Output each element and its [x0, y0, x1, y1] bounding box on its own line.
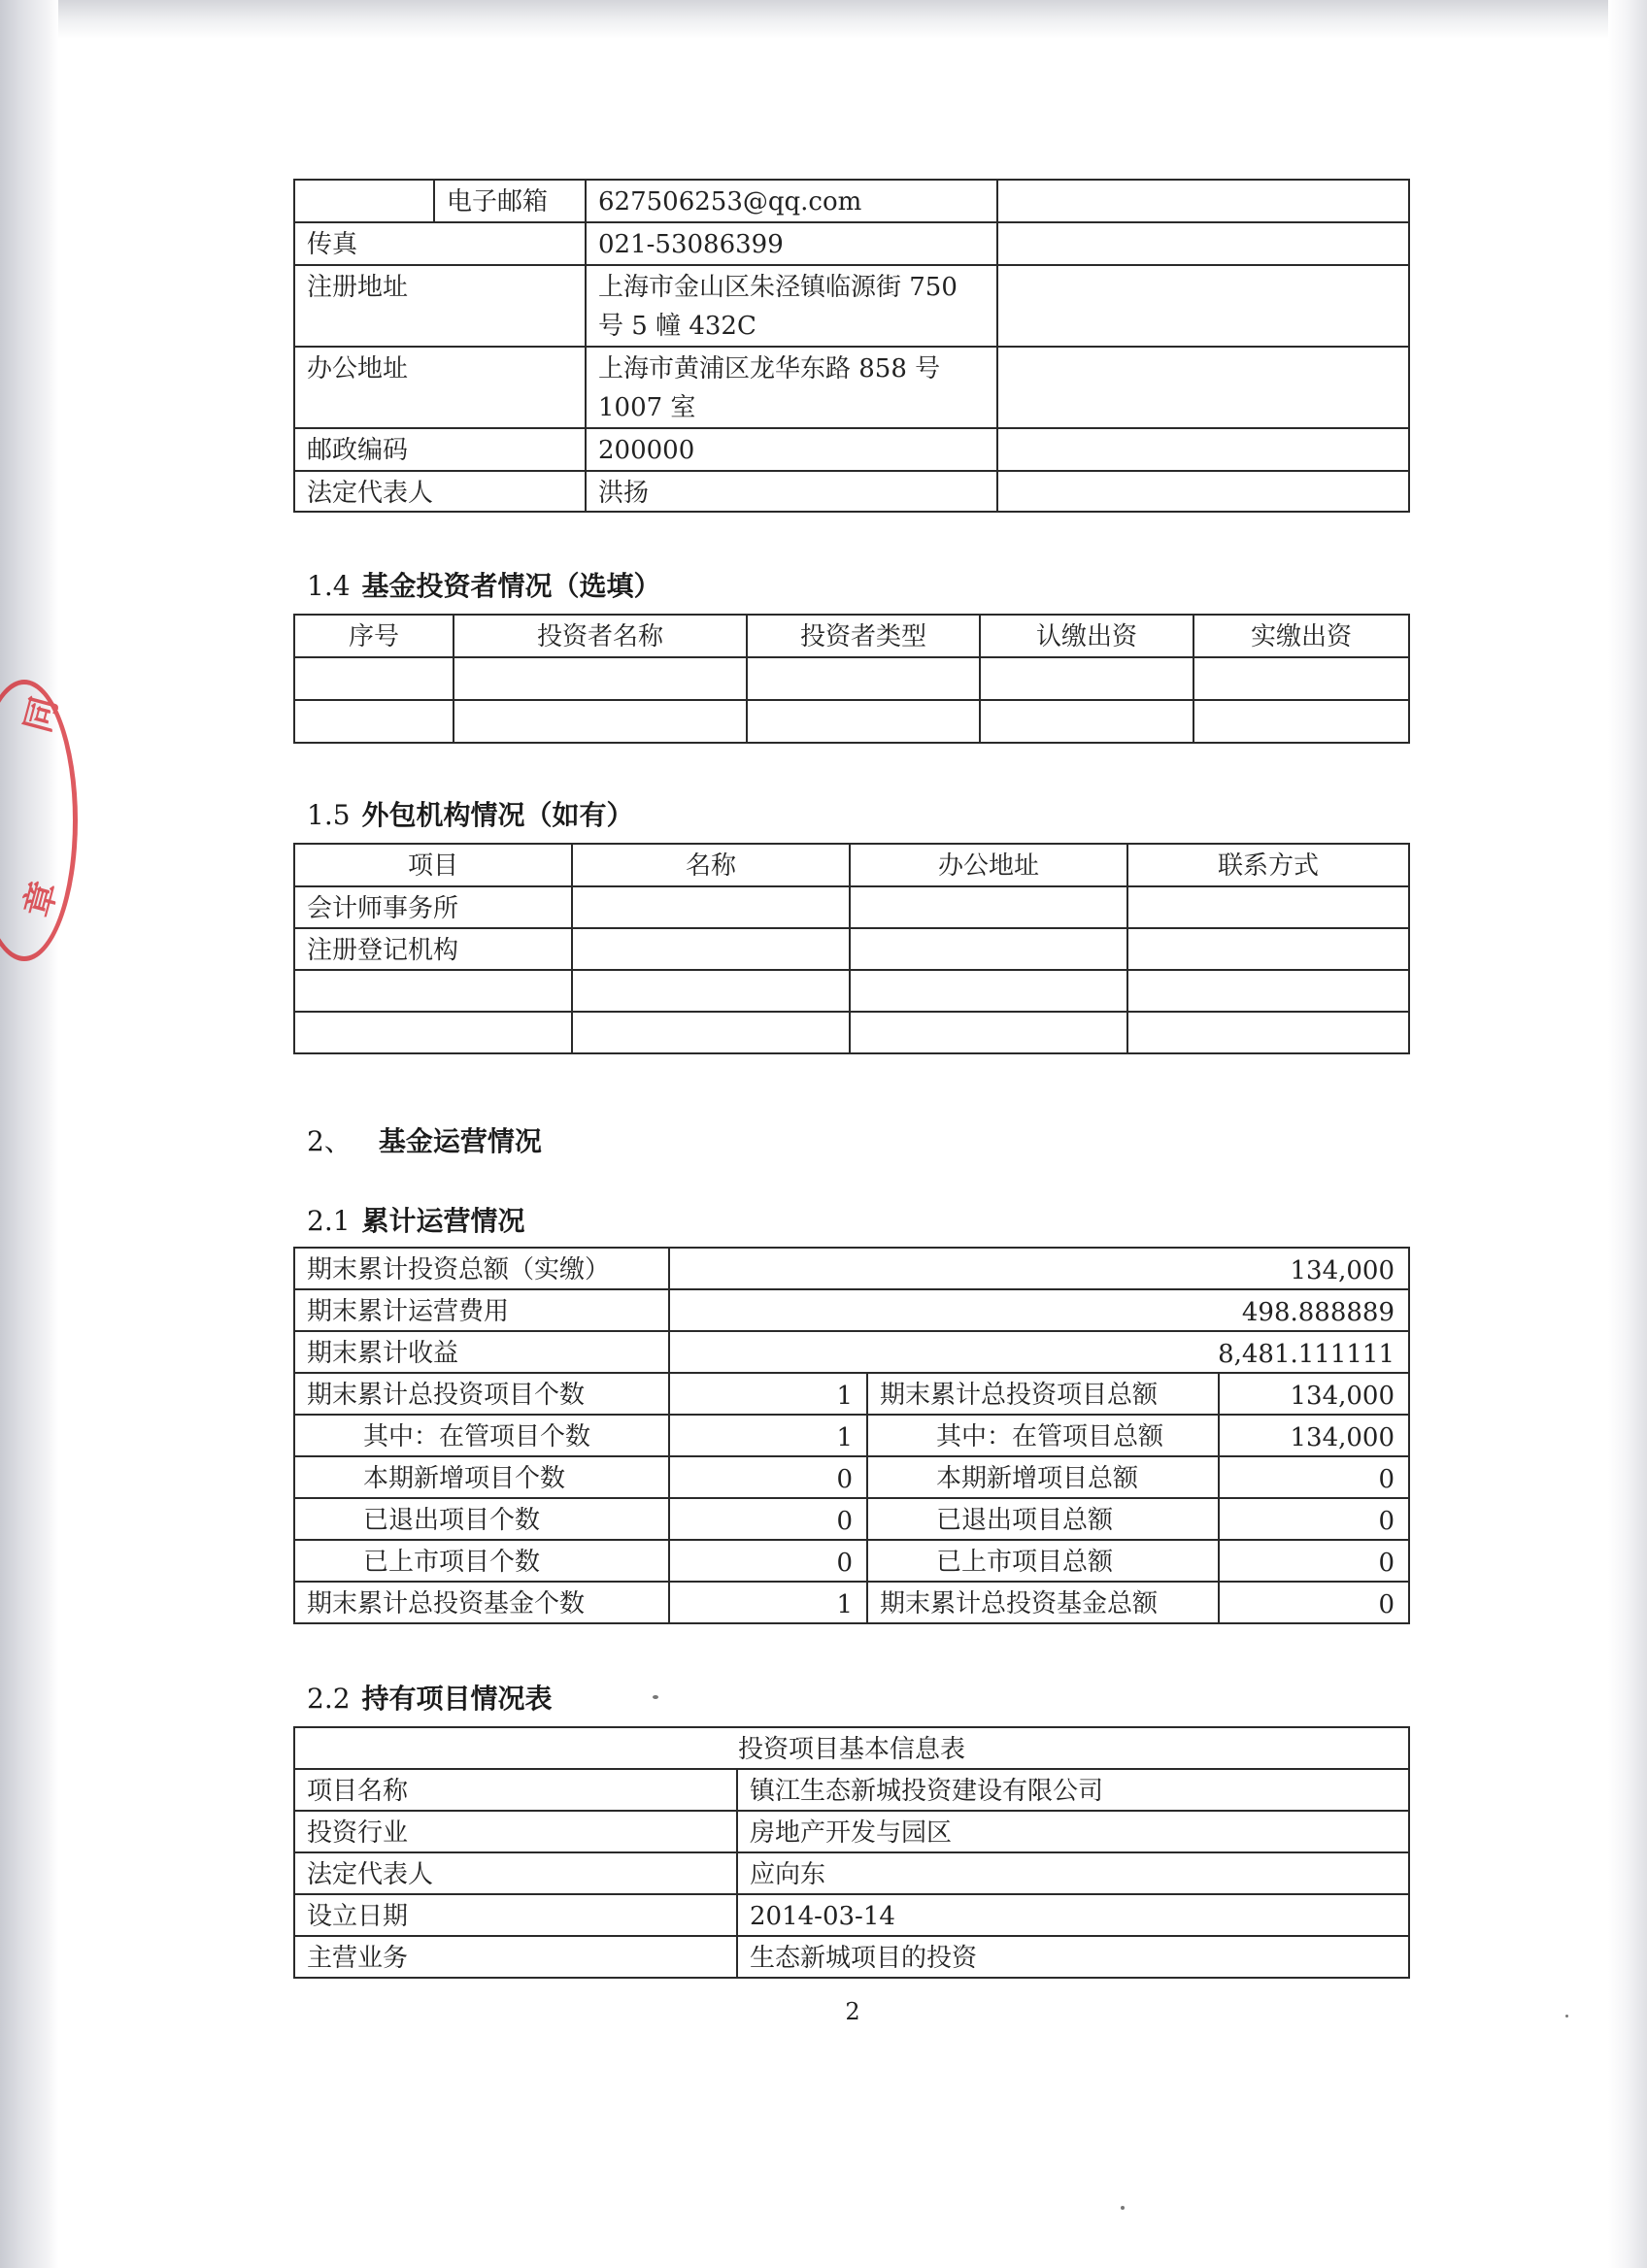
- postal-code-label: 邮政编码: [294, 428, 586, 471]
- column-header: 项目: [294, 844, 572, 886]
- row-label: 其中：在管项目总额: [867, 1415, 1219, 1456]
- section-number: 1.5: [307, 799, 351, 831]
- table-cell: [294, 970, 572, 1012]
- table-row: [294, 657, 1409, 700]
- table-cell: [454, 700, 747, 743]
- outsourcing-table: [293, 843, 1410, 1054]
- row-value: 生态新城项目的投资: [737, 1936, 1409, 1978]
- cumulative-operations-table: [293, 1247, 1410, 1624]
- table-row: [294, 1769, 1409, 1811]
- table-cell: [294, 180, 434, 222]
- row-value: 0: [669, 1456, 867, 1498]
- registered-address-value: 上海市金山区朱泾镇临源街 750 号 5 幢 432C: [586, 265, 997, 347]
- row-label: 期末累计总投资项目总额: [867, 1373, 1219, 1415]
- postal-code-value: 200000: [586, 428, 997, 471]
- row-label: 投资行业: [294, 1811, 737, 1852]
- table-row: [294, 1373, 1409, 1415]
- table-cell: [997, 180, 1409, 222]
- row-value: 1: [669, 1415, 867, 1456]
- section-number: 1.4: [307, 570, 351, 602]
- section-title: 基金投资者情况（选填）: [361, 570, 661, 602]
- table-row: [294, 1012, 1409, 1053]
- section-title: 累计运营情况: [361, 1205, 525, 1237]
- section-number: 2.2: [307, 1683, 351, 1715]
- row-label: 已上市项目总额: [867, 1540, 1219, 1582]
- row-label: 其中：在管项目个数: [294, 1415, 669, 1456]
- section-1-4-heading: [307, 565, 661, 604]
- investment-project-table: [293, 1726, 1410, 1979]
- section-2-1-heading: [307, 1200, 525, 1239]
- row-value: 1: [669, 1373, 867, 1415]
- table-cell: [1193, 700, 1409, 743]
- row-label: 期末累计运营费用: [294, 1289, 669, 1331]
- table-cell: [850, 1012, 1127, 1053]
- table-row: [294, 1936, 1409, 1978]
- column-header: 名称: [572, 844, 850, 886]
- seal-char: 章: [17, 877, 66, 921]
- row-label: 期末累计总投资基金个数: [294, 1582, 669, 1623]
- row-value: 0: [1219, 1456, 1409, 1498]
- row-label: 已退出项目个数: [294, 1498, 669, 1540]
- table-cell: [294, 700, 454, 743]
- row-value: 0: [1219, 1498, 1409, 1540]
- table-cell: [1127, 970, 1409, 1012]
- row-value: 134,000: [1219, 1415, 1409, 1456]
- table-cell: [747, 700, 980, 743]
- table-row: [294, 1894, 1409, 1936]
- table-row: [294, 970, 1409, 1012]
- column-header: 投资者类型: [747, 615, 980, 657]
- table-row: [294, 928, 1409, 970]
- table-cell: [997, 471, 1409, 512]
- row-value: 134,000: [669, 1248, 1409, 1289]
- row-label: 已退出项目总额: [867, 1498, 1219, 1540]
- row-value: 8,481.111111: [669, 1331, 1409, 1373]
- row-label: 期末累计总投资基金总额: [867, 1582, 1219, 1623]
- table-row: [294, 1248, 1409, 1289]
- row-label: 会计师事务所: [294, 886, 572, 928]
- office-address-value: 上海市黄浦区龙华东路 858 号 1007 室: [586, 347, 997, 428]
- table-cell: [980, 657, 1193, 700]
- row-label: 期末累计总投资项目个数: [294, 1373, 669, 1415]
- column-header: 认缴出资: [980, 615, 1193, 657]
- table-cell: [572, 928, 850, 970]
- row-value: 0: [669, 1498, 867, 1540]
- table-cell: [572, 970, 850, 1012]
- table-row: [294, 1540, 1409, 1582]
- row-label: 期末累计收益: [294, 1331, 669, 1373]
- column-header: 序号: [294, 615, 454, 657]
- page-number: 2: [845, 1998, 860, 2025]
- table-row: [294, 347, 1409, 428]
- table-cell: [980, 700, 1193, 743]
- section-title: 外包机构情况（如有）: [361, 799, 634, 831]
- table-header-row: [294, 844, 1409, 886]
- table-row: [294, 1498, 1409, 1540]
- table-row: [294, 222, 1409, 265]
- registered-address-label: 注册地址: [294, 265, 586, 347]
- row-label: 本期新增项目个数: [294, 1456, 669, 1498]
- table-cell: [747, 657, 980, 700]
- table-cell: [997, 428, 1409, 471]
- table-row: [294, 700, 1409, 743]
- row-value: 房地产开发与园区: [737, 1811, 1409, 1852]
- section-title: 基金运营情况: [378, 1125, 542, 1157]
- section-1-5-heading: [307, 794, 634, 833]
- table-row: [294, 1582, 1409, 1623]
- section-number: 2.1: [307, 1205, 351, 1237]
- table-cell: [294, 657, 454, 700]
- row-label: 注册登记机构: [294, 928, 572, 970]
- table-cell: [454, 657, 747, 700]
- row-value: 0: [669, 1540, 867, 1582]
- row-label: 期末累计投资总额（实缴）: [294, 1248, 669, 1289]
- row-label: 设立日期: [294, 1894, 737, 1936]
- table-cell: [997, 347, 1409, 428]
- table-row: [294, 265, 1409, 347]
- row-label: 项目名称: [294, 1769, 737, 1811]
- table-cell: [850, 970, 1127, 1012]
- table-row: [294, 1456, 1409, 1498]
- column-header: 实缴出资: [1193, 615, 1409, 657]
- scan-speck: [1565, 2015, 1568, 2018]
- contact-table: [293, 179, 1410, 513]
- row-label: 本期新增项目总额: [867, 1456, 1219, 1498]
- table-row: [294, 1331, 1409, 1373]
- office-address-label: 办公地址: [294, 347, 586, 428]
- scan-speck: [653, 1695, 658, 1699]
- table-row: [294, 428, 1409, 471]
- table-row: [294, 1811, 1409, 1852]
- table-header-row: [294, 615, 1409, 657]
- table-cell: [572, 886, 850, 928]
- table-title: 投资项目基本信息表: [294, 1727, 1409, 1769]
- column-header: 联系方式: [1127, 844, 1409, 886]
- seal-char: 同: [17, 692, 66, 737]
- table-row: [294, 1415, 1409, 1456]
- row-value: 1: [669, 1582, 867, 1623]
- table-cell: [997, 265, 1409, 347]
- section-title: 持有项目情况表: [361, 1683, 553, 1715]
- table-cell: [1127, 1012, 1409, 1053]
- row-label: 主营业务: [294, 1936, 737, 1978]
- row-value: 134,000: [1219, 1373, 1409, 1415]
- section-2-2-heading: [307, 1678, 553, 1717]
- row-value: 0: [1219, 1582, 1409, 1623]
- row-value: 2014-03-14: [737, 1894, 1409, 1936]
- row-value: 镇江生态新城投资建设有限公司: [737, 1769, 1409, 1811]
- email-value: 627506253@qq.com: [586, 180, 997, 222]
- investors-table: [293, 614, 1410, 744]
- email-label: 电子邮箱: [434, 180, 586, 222]
- table-row: [294, 1289, 1409, 1331]
- table-cell: [294, 1012, 572, 1053]
- column-header: 投资者名称: [454, 615, 747, 657]
- table-cell: [850, 928, 1127, 970]
- table-row: [294, 1852, 1409, 1894]
- fax-label: 传真: [294, 222, 586, 265]
- column-header: 办公地址: [850, 844, 1127, 886]
- row-label: 法定代表人: [294, 1852, 737, 1894]
- legal-representative-value: 洪扬: [586, 471, 997, 512]
- table-row: [294, 886, 1409, 928]
- fax-value: 021-53086399: [586, 222, 997, 265]
- table-row: [294, 471, 1409, 512]
- row-value: 0: [1219, 1540, 1409, 1582]
- row-value: 498.888889: [669, 1289, 1409, 1331]
- table-cell: [997, 222, 1409, 265]
- table-cell: [1127, 886, 1409, 928]
- section-2-heading: [307, 1120, 542, 1159]
- scan-speck: [1121, 2206, 1125, 2210]
- table-cell: [850, 886, 1127, 928]
- table-row: [294, 180, 1409, 222]
- table-cell: [1127, 928, 1409, 970]
- table-cell: [1193, 657, 1409, 700]
- legal-representative-label: 法定代表人: [294, 471, 586, 512]
- row-label: 已上市项目个数: [294, 1540, 669, 1582]
- table-cell: [572, 1012, 850, 1053]
- row-value: 应向东: [737, 1852, 1409, 1894]
- section-number: 2、: [307, 1125, 352, 1157]
- table-header-row: [294, 1727, 1409, 1769]
